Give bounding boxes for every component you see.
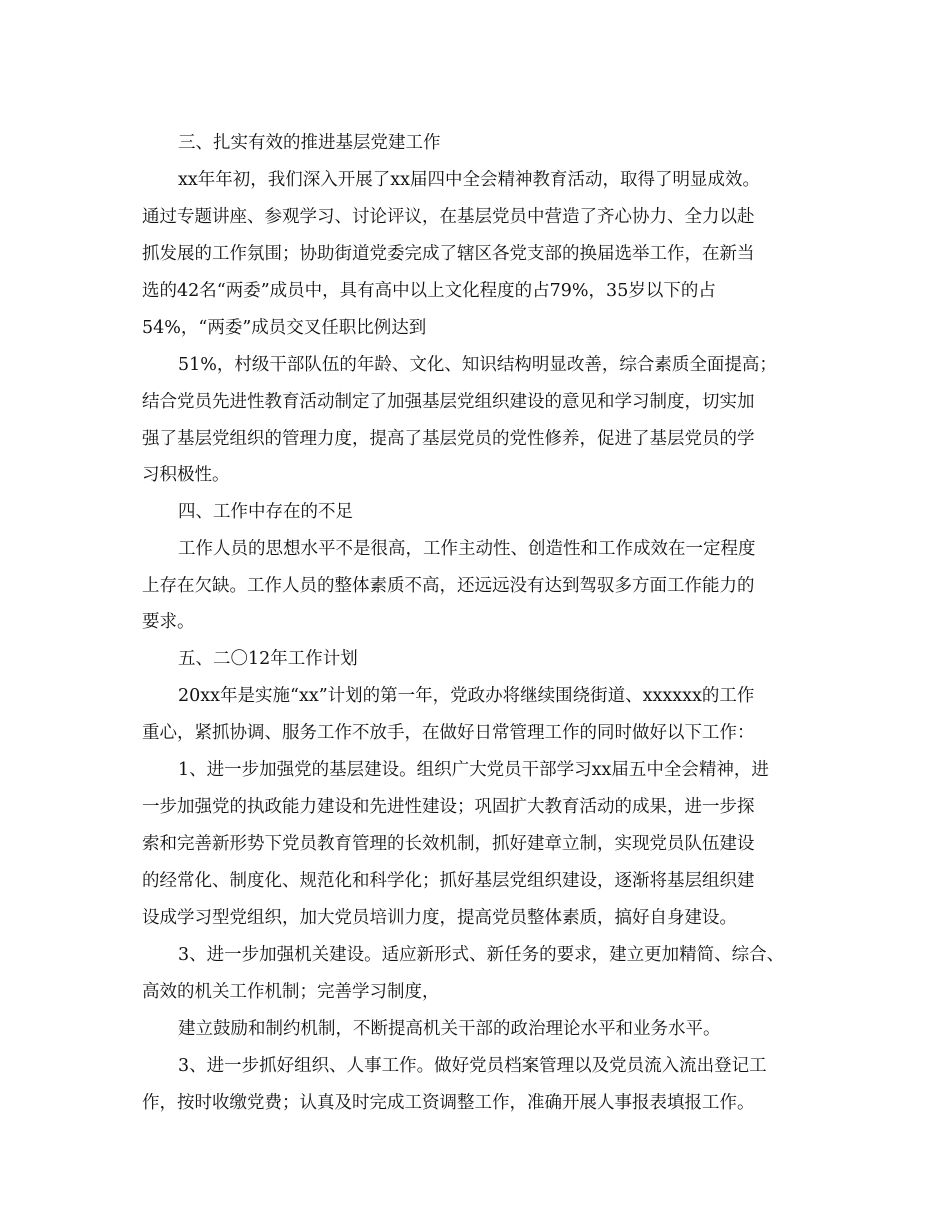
paragraph-line: 一步加强党的执政能力建设和先进性建设；巩固扩大教育活动的成果，进一步探: [142, 797, 755, 817]
paragraph-line: 要求。: [142, 612, 195, 632]
paragraph-line: 的经常化、制度化、规范化和科学化；抓好基层党组织建设，逐渐将基层组织建: [142, 871, 755, 891]
paragraph-line: 通过专题讲座、参观学习、讨论评议，在基层党员中营造了齐心协力、全力以赴: [142, 207, 755, 227]
paragraph-line: 高效的机关工作机制；完善学习制度，: [142, 982, 440, 1002]
paragraph-line: 作，按时收缴党费；认真及时完成工资调整工作，准确开展人事报表填报工作。: [142, 1093, 755, 1113]
paragraph-line: 51%，村级干部队伍的年龄、文化、知识结构明显改善，综合素质全面提高；: [178, 355, 777, 375]
paragraph-line: 抓发展的工作氛围；协助街道党委完成了辖区各党支部的换届选举工作，在新当: [142, 244, 755, 264]
section-heading-5: 五、二〇12年工作计划: [178, 649, 358, 669]
paragraph-line: 3、进一步加强机关建设。适应新形式、新任务的要求，建立更加精简、综合、: [178, 945, 785, 965]
paragraph-line: 选的42名“两委”成员中，具有高中以上文化程度的占79%，35岁以下的占: [142, 281, 716, 301]
paragraph-line: 索和完善新形势下党员教育管理的长效机制，抓好建章立制，实现党员队伍建设: [142, 834, 755, 854]
paragraph-line: 重心，紧抓协调、服务工作不放手，在做好日常管理工作的同时做好以下工作：: [142, 723, 755, 743]
paragraph-line: 设成学习型党组织，加大党员培训力度，提高党员整体素质，搞好自身建设。: [142, 908, 737, 928]
paragraph-line: 工作人员的思想水平不是很高，工作主动性、创造性和工作成效在一定程度: [178, 539, 756, 559]
section-heading-3: 三、扎实有效的推进基层党建工作: [178, 133, 441, 153]
paragraph-line: 强了基层党组织的管理力度，提高了基层党员的党性修养，促进了基层党员的学: [142, 429, 755, 449]
paragraph-line: 20xx年是实施“xx”计划的第一年，党政办将继续围绕街道、xxxxxx的工作: [178, 686, 755, 706]
paragraph-line: 1、进一步加强党的基层建设。组织广大党员干部学习xx届五中全会精神，进: [178, 760, 769, 780]
paragraph-line: xx年年初，我们深入开展了xx届四中全会精神教育活动，取得了明显成效。: [178, 170, 760, 190]
section-heading-4: 四、工作中存在的不足: [178, 502, 353, 522]
paragraph-line: 习积极性。: [142, 465, 230, 485]
paragraph-line: 54%，“两委”成员交叉任职比例达到: [142, 318, 427, 338]
paragraph-line: 结合党员先进性教育活动制定了加强基层党组织建设的意见和学习制度，切实加: [142, 392, 755, 412]
paragraph-line: 3、进一步抓好组织、人事工作。做好党员档案管理以及党员流入流出登记工: [178, 1056, 767, 1076]
paragraph-line: 上存在欠缺。工作人员的整体素质不高，还远远没有达到驾驭多方面工作能力的: [142, 576, 755, 596]
paragraph-line: 建立鼓励和制约机制，不断提高机关干部的政治理论水平和业务水平。: [178, 1019, 721, 1039]
